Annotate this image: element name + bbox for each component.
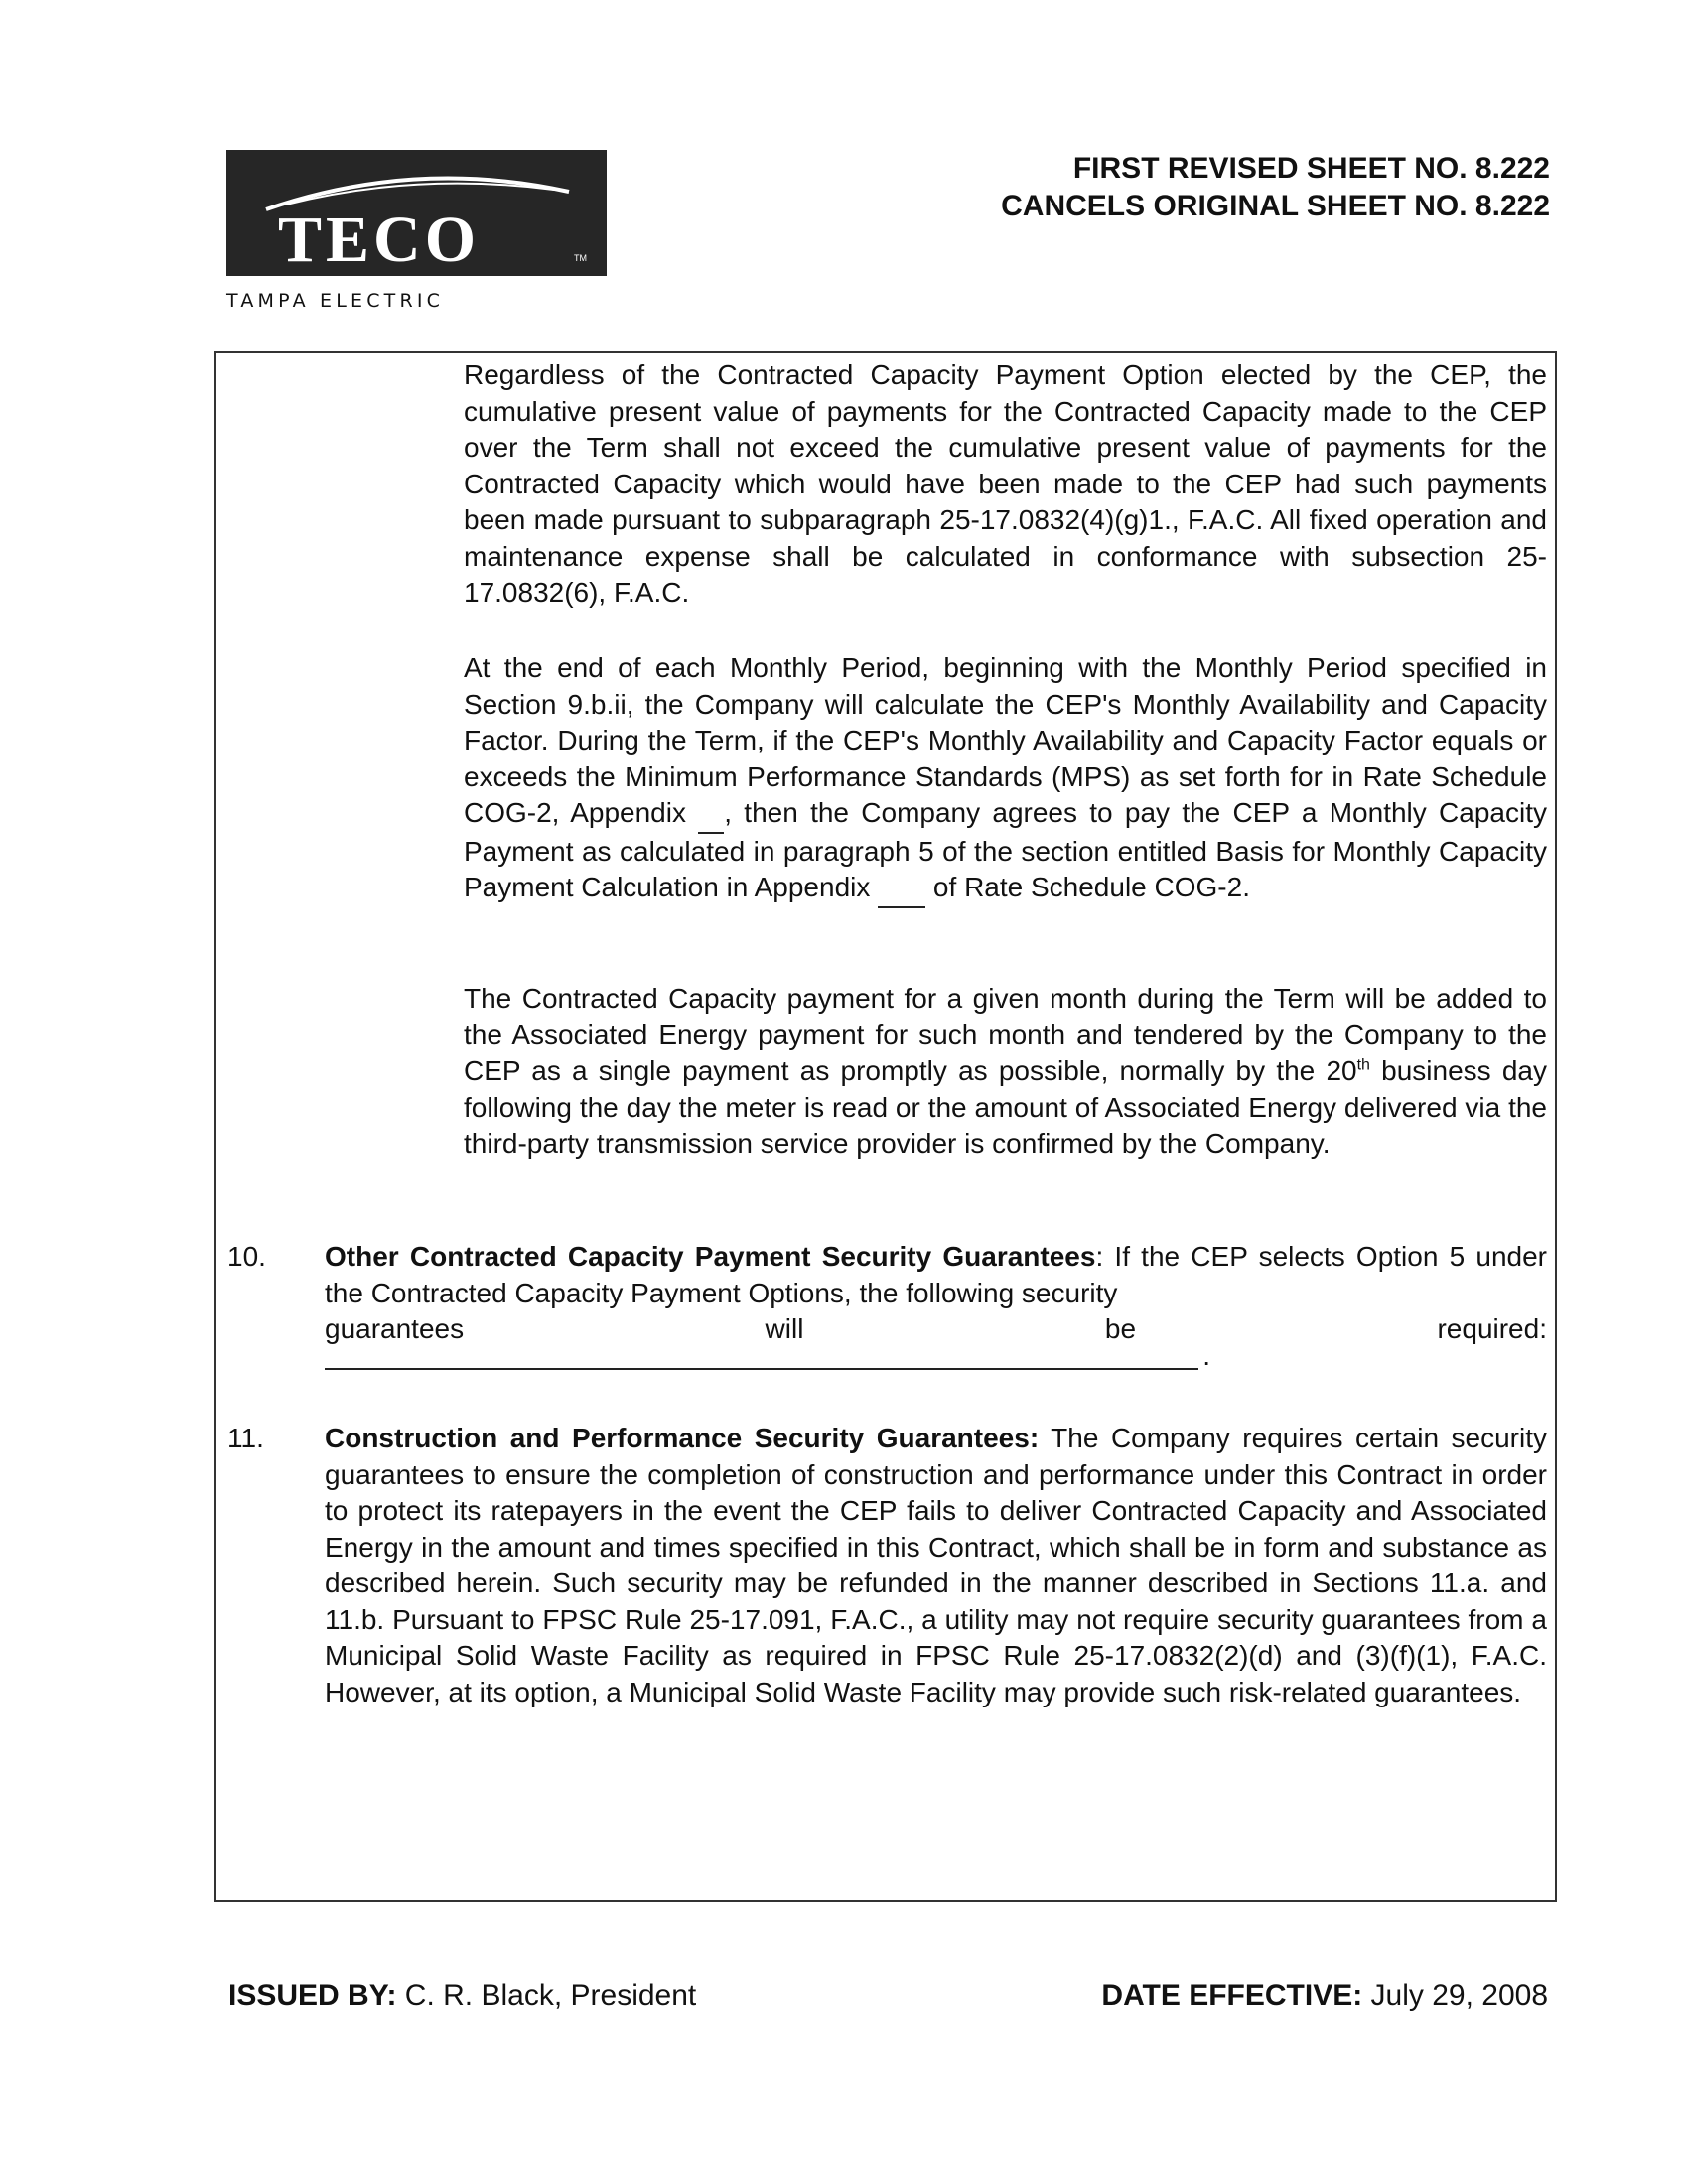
section-title: Construction and Performance Security Guarantees:: [325, 1423, 1040, 1453]
date-effective: DATE EFFECTIVE: July 29, 2008: [1101, 1979, 1548, 2012]
paragraph-monthly-period: At the end of each Monthly Period, beginning with the Monthly Period specified in Section 9.b.ii, the Company will calculate the CEP's Monthly Availability and Capacity Factor. During the Term, if the CEP's Monthly Availability and Capacity Factor equals or exceeds the Minimum Performance Standards (MPS) as set forth for in Rate Schedule COG-2, Appendix , then the Company agrees to pay the CEP a Monthly Capacity Payment as calculated in paragraph 5 of the section entitled Basis for Monthly Capacity Payment Calculation in Appendix of Rate Schedule COG-2.: [464, 650, 1547, 908]
sheet-header: [1001, 150, 1550, 225]
section-11-text: Construction and Performance Security Guarantees: The Company requires certain security guarantees to ensure the completion of construction and performance under this Contract in order to protect its ratepayers in the event the CEP fails to deliver Contracted Capacity and Associated Energy in the amount and times specified in this Contract, which shall be in form and substance as described herein. Such security may be refunded in the manner described in Sections 11.a. and 11.b. Pursuant to FPSC Rule 25-17.091, F.A.C., a utility may not require security guarantees from a Municipal Solid Waste Facility as required in FPSC Rule 25-17.0832(2)(d) and (3)(f)(1), F.A.C. However, at its option, a Municipal Solid Waste Facility may provide such risk-related guarantees.: [325, 1423, 1548, 1707]
issued-by: ISSUED BY: C. R. Black, President: [228, 1979, 697, 2012]
section-number: 11.: [227, 1423, 264, 1453]
sheet-number: FIRST REVISED SHEET NO. 8.222: [1072, 152, 1550, 185]
logo-subtitle: TAMPA ELECTRIC: [226, 290, 445, 312]
teco-logo: [226, 150, 607, 276]
section-title: Other Contracted Capacity Payment Security Guarantees: [325, 1241, 1096, 1272]
section-10-last-line: guarantees will be required:: [325, 1313, 1547, 1344]
guarantees-blank-line: .: [325, 1368, 1198, 1370]
logo-text: TECO: [278, 204, 481, 276]
section-10: [225, 1239, 1547, 1370]
section-11: [225, 1421, 1547, 1710]
section-number: 10.: [227, 1241, 266, 1272]
appendix-blank: [878, 870, 925, 908]
teco-logo-mark: [226, 150, 607, 276]
appendix-blank: [698, 795, 724, 834]
paragraph-capacity-payment: The Contracted Capacity payment for a given month during the Term will be added to the Associated Energy payment for such month and tendered by the Company to the CEP as a single payment as promptly as possible, normally by the 20th business day following the day the meter is read or the amount of Associated Energy delivered via the third-party transmission service provider is confirmed by the Company.: [464, 983, 1547, 1159]
logo-tm: TM: [574, 253, 587, 263]
sheet-cancels: CANCELS ORIGINAL SHEET NO. 8.222: [1001, 190, 1550, 222]
paragraph-payment-limit: Regardless of the Contracted Capacity Payment Option elected by the CEP, the cumulative present value of payments for the Contracted Capacity made to the CEP over the Term shall not exceed the cumulative present value of payments for the Contracted Capacity which would have been made to the CEP had such payments been made pursuant to subparagraph 25-17.0832(4)(g)1., F.A.C. All fixed operation and maintenance expense shall be calculated in conformance with subsection 25-17.0832(6), F.A.C.: [464, 359, 1547, 608]
section-10-text: Other Contracted Capacity Payment Security Guarantees: If the CEP selects Option 5 under the Contracted Capacity Payment Options, the following security: [325, 1241, 1547, 1308]
